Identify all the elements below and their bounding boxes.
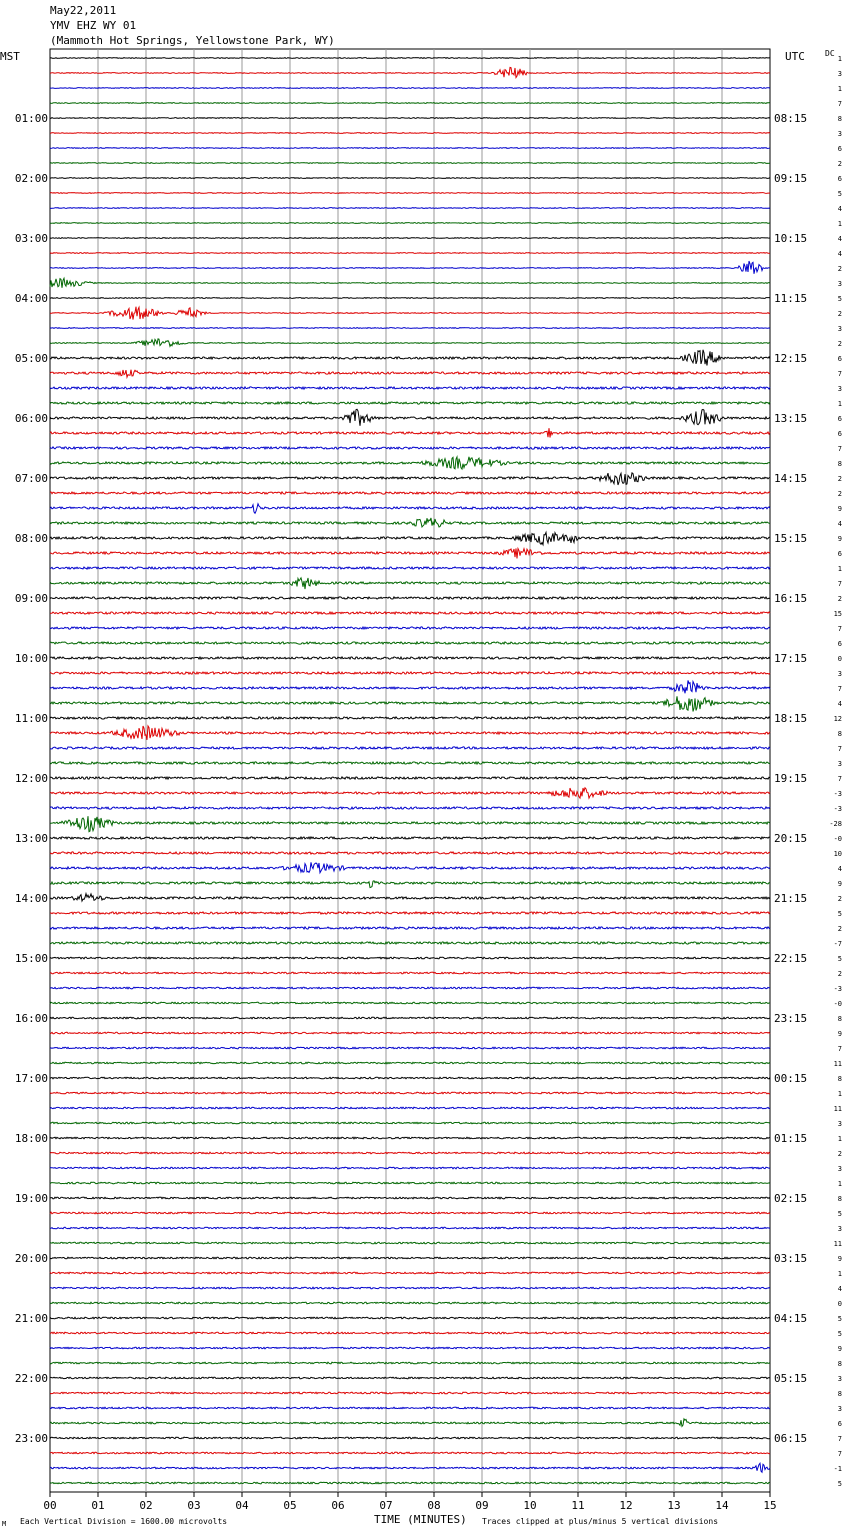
- utc-hour-label: 13:15: [774, 412, 808, 425]
- seismic-trace: [50, 1407, 770, 1409]
- seismic-trace: [50, 726, 770, 740]
- dc-offset-value: -3: [833, 985, 842, 993]
- dc-offset-value: 4: [837, 700, 842, 708]
- dc-offset-value: 15: [833, 610, 842, 618]
- utc-hour-label: 01:15: [774, 1132, 808, 1145]
- utc-hour-label: 06:15: [774, 1432, 808, 1445]
- x-tick-label: 10: [523, 1499, 537, 1512]
- mst-hour-label: 03:00: [14, 232, 48, 245]
- seismic-trace: [50, 328, 770, 329]
- seismic-trace: [50, 1272, 770, 1274]
- seismic-trace: [50, 777, 770, 779]
- seismic-trace: [50, 88, 770, 89]
- seismic-trace: [50, 627, 770, 629]
- seismic-trace: [50, 223, 770, 224]
- dc-offset-value: 9: [837, 1345, 842, 1353]
- seismic-trace: [50, 597, 770, 599]
- seismic-trace: [50, 747, 770, 749]
- mst-hour-label: 04:00: [14, 292, 48, 305]
- seismic-trace: [50, 1227, 770, 1229]
- seismic-trace: [50, 987, 770, 989]
- dc-offset-value: 4: [837, 235, 842, 243]
- seismic-trace: [50, 370, 770, 378]
- utc-hour-label: 21:15: [774, 892, 808, 905]
- dc-offset-value: 7: [837, 1450, 842, 1458]
- utc-hour-label: 14:15: [774, 472, 808, 485]
- mst-hour-label: 23:00: [14, 1432, 48, 1445]
- dc-offset-value: 8: [837, 1075, 842, 1083]
- dc-offset-value: 6: [837, 355, 842, 363]
- dc-offset-value: 2: [837, 160, 842, 168]
- seismic-trace: [50, 816, 770, 832]
- seismic-trace: [50, 762, 770, 764]
- x-axis-title: TIME (MINUTES): [374, 1513, 467, 1526]
- dc-offset-value: 3: [837, 1165, 842, 1173]
- dc-offset-value: 8: [837, 1015, 842, 1023]
- dc-offset-value: 0: [837, 1300, 842, 1308]
- seismic-trace: [50, 881, 770, 888]
- seismic-trace: [50, 912, 770, 914]
- seismic-trace: [50, 1122, 770, 1124]
- utc-hour-label: 11:15: [774, 292, 808, 305]
- utc-hour-label: 04:15: [774, 1312, 808, 1325]
- seismic-trace: [50, 402, 770, 404]
- dc-offset-value: 2: [837, 970, 842, 978]
- seismic-trace: [50, 148, 770, 149]
- mst-hour-label: 21:00: [14, 1312, 48, 1325]
- x-tick-label: 02: [139, 1499, 153, 1512]
- utc-hour-label: 05:15: [774, 1372, 808, 1385]
- dc-offset-value: 2: [837, 895, 842, 903]
- x-tick-label: 05: [283, 1499, 297, 1512]
- dc-offset-value: 6: [837, 175, 842, 183]
- utc-hour-label: 09:15: [774, 172, 808, 185]
- dc-offset-value: 7: [837, 745, 842, 753]
- seismic-trace: [50, 1437, 770, 1439]
- seismic-trace: [50, 193, 770, 194]
- dc-offset-value: 7: [837, 1435, 842, 1443]
- seismic-trace: [50, 1392, 770, 1394]
- dc-offset-value: 7: [837, 370, 842, 378]
- x-tick-label: 00: [43, 1499, 57, 1512]
- dc-offset-value: 2: [837, 265, 842, 273]
- seismic-trace: [50, 548, 770, 558]
- seismic-trace: [50, 1077, 770, 1079]
- seismic-trace: [50, 1047, 770, 1049]
- x-tick-label: 15: [763, 1499, 777, 1512]
- dc-offset-value: 3: [837, 1405, 842, 1413]
- mst-hour-label: 15:00: [14, 952, 48, 965]
- seismic-trace: [50, 278, 770, 288]
- dc-offset-value: 5: [837, 955, 842, 963]
- seismic-trace: [50, 1482, 770, 1484]
- seismic-trace: [50, 133, 770, 134]
- dc-offset-value: 5: [837, 910, 842, 918]
- seismic-trace: [50, 837, 770, 839]
- seismic-trace: [50, 532, 770, 544]
- dc-offset-value: 7: [837, 625, 842, 633]
- utc-hour-label: 16:15: [774, 592, 808, 605]
- seismic-trace: [50, 1002, 770, 1004]
- clip-note: Traces clipped at plus/minus 5 vertical divisions: [482, 1517, 719, 1526]
- seismic-trace: [50, 428, 770, 437]
- mst-hour-label: 11:00: [14, 712, 48, 725]
- seismic-trace: [50, 409, 770, 426]
- seismic-trace: [50, 447, 770, 449]
- plot-date: May22,2011: [50, 4, 117, 17]
- dc-offset-value: 3: [837, 760, 842, 768]
- seismic-trace: [50, 927, 770, 929]
- dc-offset-value: 4: [837, 1285, 842, 1293]
- utc-hour-label: 03:15: [774, 1252, 808, 1265]
- dc-offset-value: 5: [837, 1330, 842, 1338]
- mst-hour-label: 01:00: [14, 112, 48, 125]
- seismic-trace: [50, 387, 770, 389]
- dc-offset-value: -0: [833, 1000, 842, 1008]
- mst-hour-label: 08:00: [14, 532, 48, 545]
- dc-offset-value: 9: [837, 880, 842, 888]
- dc-offset-value: 7: [837, 100, 842, 108]
- dc-offset-value: 5: [837, 1210, 842, 1218]
- dc-offset-value: 3: [837, 280, 842, 288]
- mst-hour-label: 06:00: [14, 412, 48, 425]
- seismic-trace: [50, 163, 770, 164]
- dc-offset-value: 2: [837, 475, 842, 483]
- mst-hour-label: 22:00: [14, 1372, 48, 1385]
- dc-offset-value: 0: [837, 655, 842, 663]
- mst-hour-label: 18:00: [14, 1132, 48, 1145]
- dc-offset-value: 9: [837, 535, 842, 543]
- utc-hour-label: 10:15: [774, 232, 808, 245]
- dc-offset-value: 2: [837, 595, 842, 603]
- x-tick-label: 13: [667, 1499, 681, 1512]
- dc-offset-value: 4: [837, 250, 842, 258]
- dc-offset-value: 6: [837, 145, 842, 153]
- seismic-trace: [50, 1419, 770, 1427]
- seismic-trace: [50, 942, 770, 944]
- dc-offset-value: 8: [837, 730, 842, 738]
- utc-hour-label: 15:15: [774, 532, 808, 545]
- x-tick-label: 07: [379, 1499, 393, 1512]
- seismic-trace: [50, 298, 770, 299]
- seismic-trace: [50, 1182, 770, 1184]
- dc-offset-value: -1: [833, 1465, 842, 1473]
- dc-offset-value: 6: [837, 640, 842, 648]
- mst-hour-label: 10:00: [14, 652, 48, 665]
- dc-offset-value: 4: [837, 205, 842, 213]
- dc-offset-value: 7: [837, 580, 842, 588]
- seismic-trace: [50, 1152, 770, 1154]
- dc-offset-value: -0: [833, 835, 842, 843]
- seismic-trace: [50, 672, 770, 674]
- mst-hour-label: 16:00: [14, 1012, 48, 1025]
- dc-offset-value: 6: [837, 415, 842, 423]
- dc-offset-value: 8: [837, 460, 842, 468]
- dc-offset-value: 1: [837, 220, 842, 228]
- seismic-trace: [50, 642, 770, 644]
- seismic-trace: [50, 103, 770, 104]
- dc-offset-value: 8: [837, 1390, 842, 1398]
- seismic-trace: [50, 253, 770, 254]
- seismic-trace: [50, 518, 770, 527]
- seismic-trace: [50, 1107, 770, 1109]
- seismic-trace: [50, 1332, 770, 1334]
- seismic-trace: [50, 1032, 770, 1034]
- seismic-trace: [50, 1463, 770, 1472]
- x-tick-label: 11: [571, 1499, 585, 1512]
- station-location: (Mammoth Hot Springs, Yellowstone Park, WY): [50, 34, 335, 47]
- dc-offset-value: 11: [833, 1105, 842, 1113]
- utc-hour-label: 18:15: [774, 712, 808, 725]
- seismic-trace: [50, 957, 770, 959]
- seismic-trace: [50, 261, 770, 274]
- seismic-trace: [50, 307, 770, 320]
- mst-hour-label: 05:00: [14, 352, 48, 365]
- dc-offset-value: 1: [837, 85, 842, 93]
- dc-offset-value: -3: [833, 805, 842, 813]
- seismic-trace: [50, 492, 770, 494]
- dc-offset-value: -3: [833, 790, 842, 798]
- seismic-trace: [50, 1212, 770, 1214]
- dc-offset-value: 7: [837, 1045, 842, 1053]
- seismic-trace: [50, 1092, 770, 1094]
- seismic-trace: [50, 473, 770, 485]
- x-tick-label: 06: [331, 1499, 345, 1512]
- seismic-trace: [50, 238, 770, 239]
- station-code: YMV EHZ WY 01: [50, 19, 137, 32]
- dc-offset-value: 9: [837, 1030, 842, 1038]
- dc-offset-value: 2: [837, 490, 842, 498]
- x-tick-label: 01: [91, 1499, 105, 1512]
- seismic-trace: [50, 1242, 770, 1244]
- dc-offset-value: 8: [837, 1195, 842, 1203]
- corner-mark: M: [2, 1520, 7, 1528]
- dc-offset-value: 5: [837, 295, 842, 303]
- seismic-trace: [50, 696, 770, 711]
- seismic-trace: [50, 578, 770, 589]
- seismic-trace: [50, 862, 770, 872]
- dc-offset-value: 6: [837, 430, 842, 438]
- dc-offset-header: DC: [825, 49, 835, 58]
- dc-offset-value: 3: [837, 325, 842, 333]
- dc-offset-value: 12: [833, 715, 842, 723]
- seismic-trace: [50, 1317, 770, 1319]
- left-timezone-label: MST: [0, 50, 20, 63]
- dc-offset-value: 4: [837, 520, 842, 528]
- scale-note: Each Vertical Division = 1600.00 microvolts: [20, 1517, 228, 1526]
- dc-offset-value: 2: [837, 1150, 842, 1158]
- dc-offset-value: 9: [837, 505, 842, 513]
- dc-offset-value: 3: [837, 1225, 842, 1233]
- utc-hour-label: 19:15: [774, 772, 808, 785]
- dc-offset-value: 3: [837, 670, 842, 678]
- seismic-trace: [50, 657, 770, 659]
- dc-offset-value: 9: [837, 1255, 842, 1263]
- seismic-trace: [50, 1377, 770, 1379]
- dc-offset-value: 2: [837, 340, 842, 348]
- dc-offset-value: 6: [837, 1420, 842, 1428]
- dc-offset-value: 1: [837, 1135, 842, 1143]
- utc-hour-label: 08:15: [774, 112, 808, 125]
- x-tick-label: 08: [427, 1499, 441, 1512]
- seismic-trace: [50, 894, 770, 901]
- seismic-trace: [50, 457, 770, 469]
- utc-hour-label: 00:15: [774, 1072, 808, 1085]
- seismic-trace: [50, 504, 770, 514]
- dc-offset-value: 2: [837, 925, 842, 933]
- utc-hour-label: 22:15: [774, 952, 808, 965]
- dc-offset-value: 1: [837, 55, 842, 63]
- dc-offset-value: 3: [837, 70, 842, 78]
- utc-hour-label: 17:15: [774, 652, 808, 665]
- seismic-trace: [50, 208, 770, 209]
- mst-hour-label: 17:00: [14, 1072, 48, 1085]
- seismic-trace: [50, 1017, 770, 1019]
- mst-hour-label: 19:00: [14, 1192, 48, 1205]
- dc-offset-value: -7: [833, 940, 842, 948]
- seismic-trace: [50, 1362, 770, 1364]
- dc-offset-value: 10: [833, 850, 842, 858]
- dc-offset-value: 4: [837, 865, 842, 873]
- dc-offset-value: 11: [833, 1240, 842, 1248]
- dc-offset-value: 8: [837, 115, 842, 123]
- seismic-trace: [50, 1197, 770, 1199]
- x-tick-label: 04: [235, 1499, 249, 1512]
- mst-hour-label: 02:00: [14, 172, 48, 185]
- dc-offset-value: 1: [837, 1090, 842, 1098]
- x-tick-label: 03: [187, 1499, 201, 1512]
- dc-offset-value: 1: [837, 400, 842, 408]
- utc-hour-label: 12:15: [774, 352, 808, 365]
- mst-hour-label: 20:00: [14, 1252, 48, 1265]
- seismic-trace: [50, 339, 770, 347]
- seismic-trace: [50, 1257, 770, 1259]
- seismic-trace: [50, 972, 770, 974]
- x-tick-label: 12: [619, 1499, 633, 1512]
- seismic-trace: [50, 1302, 770, 1304]
- seismic-trace: [50, 1347, 770, 1349]
- seismic-trace: [50, 1287, 770, 1289]
- dc-offset-value: 5: [837, 190, 842, 198]
- mst-hour-label: 07:00: [14, 472, 48, 485]
- x-tick-label: 14: [715, 1499, 729, 1512]
- seismic-trace: [50, 67, 770, 77]
- dc-offset-value: 1: [837, 1180, 842, 1188]
- seismic-trace: [50, 178, 770, 179]
- right-timezone-label: UTC: [785, 50, 805, 63]
- dc-offset-value: 1: [837, 1270, 842, 1278]
- dc-offset-value: 7: [837, 775, 842, 783]
- seismic-trace: [50, 717, 770, 719]
- dc-offset-value: 3: [837, 1120, 842, 1128]
- dc-offset-value: 8: [837, 1360, 842, 1368]
- dc-offset-value: 5: [837, 1315, 842, 1323]
- mst-hour-label: 14:00: [14, 892, 48, 905]
- mst-hour-label: 13:00: [14, 832, 48, 845]
- seismic-trace: [50, 680, 770, 693]
- seismic-trace: [50, 788, 770, 798]
- mst-hour-label: 12:00: [14, 772, 48, 785]
- dc-offset-value: 1: [837, 565, 842, 573]
- dc-offset-value: 2: [837, 310, 842, 318]
- seismic-trace: [50, 58, 770, 59]
- utc-hour-label: 20:15: [774, 832, 808, 845]
- dc-offset-value: 7: [837, 445, 842, 453]
- seismic-trace: [50, 1062, 770, 1064]
- x-tick-label: 09: [475, 1499, 489, 1512]
- utc-hour-label: 02:15: [774, 1192, 808, 1205]
- dc-offset-value: 3: [837, 1375, 842, 1383]
- seismic-trace: [50, 1137, 770, 1139]
- dc-offset-value: 5: [837, 1480, 842, 1488]
- dc-offset-value: 3: [837, 130, 842, 138]
- seismic-trace: [50, 807, 770, 809]
- plot-frame: [50, 49, 770, 1492]
- dc-offset-value: 6: [837, 550, 842, 558]
- seismic-trace: [50, 852, 770, 854]
- seismic-trace: [50, 1452, 770, 1454]
- utc-hour-label: 23:15: [774, 1012, 808, 1025]
- seismic-trace: [50, 612, 770, 614]
- seismic-trace: [50, 1167, 770, 1169]
- mst-hour-label: 09:00: [14, 592, 48, 605]
- dc-offset-value: 7: [837, 685, 842, 693]
- seismic-trace: [50, 567, 770, 569]
- seismic-trace: [50, 118, 770, 119]
- seismic-trace: [50, 350, 770, 366]
- dc-offset-value: 11: [833, 1060, 842, 1068]
- dc-offset-value: 3: [837, 385, 842, 393]
- dc-offset-value: -28: [829, 820, 842, 828]
